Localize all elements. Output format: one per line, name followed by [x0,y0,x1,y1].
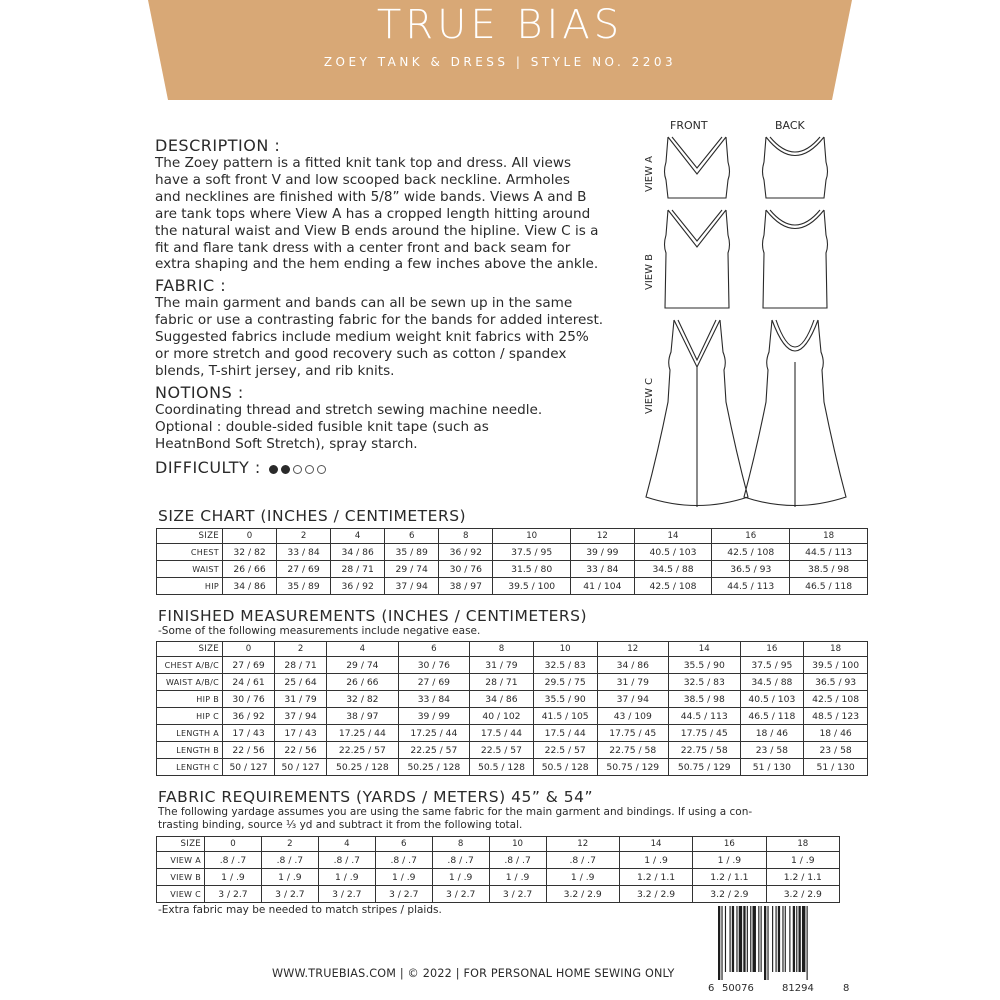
row-label: HIP C [157,708,223,725]
table-cell: 37.5 / 95 [740,657,804,674]
size-header-cell: 16 [740,642,804,657]
row-label: CHEST A/B/C [157,657,223,674]
size-header-cell: 10 [533,642,597,657]
garment-illustrations [638,112,848,522]
barcode-bar [730,906,731,972]
fabric-req-title: FABRIC REQUIREMENTS (YARDS / METERS) 45” & 54” [158,788,594,806]
row-label: LENGTH C [157,759,223,776]
table-cell: 22 / 56 [275,742,327,759]
difficulty-rating [269,459,329,478]
table-cell: 1 / .9 [693,852,766,869]
table-cell: 1.2 / 1.1 [619,869,692,886]
view-a-back-icon [763,137,828,198]
row-label: VIEW A [157,852,205,869]
table-cell: 1 / .9 [619,852,692,869]
text-line: Optional : double-sided fusible knit tape (such as [155,418,489,435]
table-cell: 44.5 / 113 [712,578,790,595]
table-cell: 22.25 / 57 [327,742,398,759]
table-cell: 40 / 102 [470,708,534,725]
notions-title: NOTIONS : [155,382,244,402]
table-cell: 40.5 / 103 [634,544,712,561]
table-cell: 3.2 / 2.9 [546,886,619,903]
table-cell: 35.5 / 90 [533,691,597,708]
table-cell: 35.5 / 90 [669,657,740,674]
fabric-req-note-1: The following yardage assumes you are using the same fabric for the main garment and bindings. If using a con- [158,806,753,818]
table-cell: 38 / 97 [327,708,398,725]
table-cell: 38 / 97 [439,578,493,595]
text-line: extra shaping and the hem ending a few inches above the ankle. [155,256,599,273]
table-cell: 1 / .9 [375,869,432,886]
table-cell: 51 / 130 [740,759,804,776]
size-header-cell: 18 [790,529,868,544]
size-header-cell: 0 [205,837,262,852]
barcode-bar [796,906,797,972]
barcode-bar [725,906,726,972]
barcode-bar [782,906,783,972]
brand-title: TRUE BIAS [376,2,624,48]
text-line: Coordinating thread and stretch sewing machine needle. [155,401,543,418]
table-cell: 38.5 / 98 [790,561,868,578]
text-line: the natural waist and View B ends around the hipline. View C is a [155,222,599,239]
difficulty-dot-empty [317,465,326,474]
row-label: CHEST [157,544,223,561]
table-cell: 22.25 / 57 [398,742,469,759]
table-cell: 50.25 / 128 [398,759,469,776]
row-label: WAIST [157,561,223,578]
table-cell: .8 / .7 [489,852,546,869]
size-header-cell: 4 [318,837,375,852]
table-row [157,725,868,742]
size-header-cell: 18 [766,837,839,852]
table-cell: 18 / 46 [740,725,804,742]
barcode-bar [778,906,780,972]
table-cell: 22 / 56 [223,742,275,759]
table-cell: 39 / 99 [398,708,469,725]
table-cell: 1 / .9 [432,869,489,886]
size-header-cell: 2 [261,837,318,852]
size-header-cell: 0 [223,529,277,544]
table-cell: 35 / 89 [277,578,331,595]
table-cell: 18 / 46 [804,725,868,742]
text-line: fabric or use a contrasting fabric for the bands for added interest. [155,312,604,329]
table-row [157,578,868,595]
barcode-bar [750,906,751,972]
table-cell: 50 / 127 [223,759,275,776]
barcode-bar [761,906,762,972]
table-cell: 28 / 71 [470,674,534,691]
finished-table [156,641,868,776]
table-row [157,691,868,708]
table-cell: .8 / .7 [375,852,432,869]
table-cell: 28 / 71 [275,657,327,674]
table-cell: 34 / 86 [597,657,668,674]
front-label: FRONT [670,119,708,132]
table-cell: 46.5 / 118 [740,708,804,725]
table-cell: 30 / 76 [223,691,275,708]
fabric-req-table [156,836,840,903]
row-label: VIEW C [157,886,205,903]
table-cell: 34 / 86 [470,691,534,708]
description-title: DESCRIPTION : [155,136,281,155]
table-cell: 27 / 69 [398,674,469,691]
finished-note: -Some of the following measurements include negative ease. [158,625,481,637]
table-cell: 17.25 / 44 [398,725,469,742]
difficulty-dot-empty [293,465,302,474]
table-cell: 36 / 92 [331,578,385,595]
barcode-bar [721,906,722,980]
fabric-req-note-2: trasting binding, source ⅓ yd and subtract it from the following total. [158,819,523,831]
back-label: BACK [775,119,805,132]
table-cell: 33 / 84 [277,544,331,561]
table-cell: 36 / 92 [439,544,493,561]
row-label: VIEW B [157,869,205,886]
barcode-bar [793,906,795,972]
text-line: HeatnBond Soft Stretch), spray starch. [155,435,418,452]
table-cell: 33 / 84 [398,691,469,708]
table-cell: 41.5 / 105 [533,708,597,725]
barcode-bar [799,906,801,972]
table-cell: 31 / 79 [597,674,668,691]
table-cell: 32 / 82 [223,544,277,561]
table-cell: 17.25 / 44 [327,725,398,742]
table-cell: 1 / .9 [489,869,546,886]
size-header-cell: 2 [275,642,327,657]
row-label: WAIST A/B/C [157,674,223,691]
table-cell: 31 / 79 [275,691,327,708]
style-subtitle: ZOEY TANK & DRESS | STYLE NO. 2203 [323,55,677,69]
row-label: HIP B [157,691,223,708]
table-cell: 32.5 / 83 [669,674,740,691]
barcode-bar [776,906,777,972]
table-cell: .8 / .7 [261,852,318,869]
footer-text: WWW.TRUEBIAS.COM | © 2022 | FOR PERSONAL HOME SEWING ONLY [272,967,675,980]
barcode-bar [789,906,790,972]
barcode-digits-2: 81294 [782,983,814,994]
difficulty-dot-filled [281,465,290,474]
size-header-cell: 6 [398,642,469,657]
barcode-bar [753,906,756,972]
table-cell: .8 / .7 [432,852,489,869]
table-cell: 34 / 86 [223,578,277,595]
table-cell: 50.5 / 128 [533,759,597,776]
barcode-bar [764,906,766,980]
table-cell: 32 / 82 [327,691,398,708]
table-cell: 34.5 / 88 [634,561,712,578]
table-cell: 29 / 74 [327,657,398,674]
view-b-back-icon [763,210,828,308]
barcode-icon [716,906,840,986]
size-header-cell: 16 [693,837,766,852]
table-cell: 37 / 94 [385,578,439,595]
table-cell: 22.75 / 58 [669,742,740,759]
table-cell: 3 / 2.7 [261,886,318,903]
barcode-bar [736,906,737,972]
size-header-cell: 12 [597,642,668,657]
table-cell: 24 / 61 [223,674,275,691]
table-cell: 3 / 2.7 [489,886,546,903]
table-cell: .8 / .7 [205,852,262,869]
size-chart-table [156,528,868,595]
fabric-text [155,295,635,380]
size-header-cell: 6 [375,837,432,852]
table-cell: 39 / 99 [571,544,635,561]
size-header-cell: 12 [546,837,619,852]
size-header-cell: 14 [669,642,740,657]
view-c-front-icon [646,320,748,507]
table-cell: 38.5 / 98 [669,691,740,708]
table-cell: 3.2 / 2.9 [766,886,839,903]
header-banner [0,0,1000,100]
table-row [157,561,868,578]
size-header-label: SIZE [157,529,223,544]
table-cell: 50.75 / 129 [669,759,740,776]
table-row [157,657,868,674]
barcode-digits-1: 50076 [722,983,754,994]
size-header-cell: 8 [470,642,534,657]
table-cell: 50.75 / 129 [597,759,668,776]
difficulty-row [155,459,635,478]
view-c-label: VIEW C [644,377,655,414]
barcode-bar [747,906,748,972]
view-b-front-icon [665,210,730,308]
table-cell: 3 / 2.7 [318,886,375,903]
size-header-cell: 10 [489,837,546,852]
table-cell: 17.5 / 44 [533,725,597,742]
row-label: HIP [157,578,223,595]
table-cell: 50.5 / 128 [470,759,534,776]
table-cell: 1 / .9 [546,869,619,886]
table-cell: 17.5 / 44 [470,725,534,742]
table-cell: 37 / 94 [597,691,668,708]
fabric-title: FABRIC : [155,276,227,296]
size-header-cell: 4 [327,642,398,657]
view-a-label: VIEW A [644,155,655,192]
table-cell: 48.5 / 123 [804,708,868,725]
text-line: The main garment and bands can all be sewn up in the same [155,295,573,312]
difficulty-label: DIFFICULTY : [155,458,261,478]
size-header-cell: 18 [804,642,868,657]
barcode-bar [732,906,734,972]
difficulty-dot-filled [269,465,278,474]
row-label: LENGTH B [157,742,223,759]
table-cell: 32.5 / 83 [533,657,597,674]
text-line: Suggested fabrics include medium weight knit fabrics with 25% [155,329,589,346]
size-header-cell: 4 [331,529,385,544]
view-b-label: VIEW B [644,253,655,290]
table-cell: 3 / 2.7 [375,886,432,903]
barcode-bar [802,906,805,972]
size-header-cell: 14 [634,529,712,544]
table-cell: 1 / .9 [766,852,839,869]
table-cell: 22.5 / 57 [470,742,534,759]
table-cell: 1 / .9 [205,869,262,886]
table-cell: 23 / 58 [740,742,804,759]
table-cell: 26 / 66 [327,674,398,691]
text-line: and necklines are finished with 5/8” wide bands. Views A and B [155,188,587,205]
table-cell: 17 / 43 [223,725,275,742]
table-cell: 51 / 130 [804,759,868,776]
table-row [157,886,840,903]
table-cell: .8 / .7 [546,852,619,869]
text-line: fit and flare tank dress with a center front and back seam for [155,239,571,256]
table-cell: 43 / 109 [597,708,668,725]
table-cell: 30 / 76 [398,657,469,674]
table-row [157,869,840,886]
text-line: are tank tops where View A has a cropped length hitting around [155,205,591,222]
table-cell: 31 / 79 [470,657,534,674]
table-cell: 46.5 / 118 [790,578,868,595]
table-cell: 50 / 127 [275,759,327,776]
barcode-bar [807,906,808,980]
size-header-cell: 10 [493,529,571,544]
table-cell: 42.5 / 108 [712,544,790,561]
row-label: LENGTH A [157,725,223,742]
barcode-digit-left: 6 [708,983,715,994]
description-column [155,137,635,478]
table-cell: 25 / 64 [275,674,327,691]
text-line: have a soft front V and low scooped back neckline. Armholes [155,171,570,188]
view-c-back-icon [744,320,846,507]
garment-svg [638,112,848,522]
size-header-label: SIZE [157,642,223,657]
table-cell: 39.5 / 100 [804,657,868,674]
table-cell: 27 / 69 [223,657,275,674]
table-cell: 30 / 76 [439,561,493,578]
size-header-cell: 0 [223,642,275,657]
table-row [157,674,868,691]
table-cell: .8 / .7 [318,852,375,869]
table-cell: 28 / 71 [331,561,385,578]
barcode-bar [785,906,786,972]
size-header-cell: 2 [277,529,331,544]
table-row [157,759,868,776]
table-row [157,852,840,869]
table-cell: 31.5 / 80 [493,561,571,578]
text-line: blends, T-shirt jersey, and rib knits. [155,362,395,379]
fabric-footnote: -Extra fabric may be needed to match stripes / plaids. [158,904,442,916]
table-cell: 50.25 / 128 [327,759,398,776]
table-cell: 1.2 / 1.1 [766,869,839,886]
size-header-cell: 6 [385,529,439,544]
table-cell: 39.5 / 100 [493,578,571,595]
table-cell: 42.5 / 108 [804,691,868,708]
table-cell: 36 / 92 [223,708,275,725]
barcode-bar [767,906,768,980]
table-cell: 1.2 / 1.1 [693,869,766,886]
table-cell: 36.5 / 93 [712,561,790,578]
size-header-cell: 8 [439,529,493,544]
table-row [157,742,868,759]
table-cell: 27 / 69 [277,561,331,578]
size-header-cell: 14 [619,837,692,852]
table-cell: 36.5 / 93 [804,674,868,691]
table-cell: 34.5 / 88 [740,674,804,691]
size-header-cell: 12 [571,529,635,544]
view-a-front-icon [665,137,730,198]
table-cell: 29 / 74 [385,561,439,578]
barcode-bar [758,906,759,972]
table-cell: 1 / .9 [318,869,375,886]
size-header-cell: 16 [712,529,790,544]
table-cell: 1 / .9 [261,869,318,886]
table-cell: 22.75 / 58 [597,742,668,759]
table-cell: 3 / 2.7 [432,886,489,903]
table-cell: 22.5 / 57 [533,742,597,759]
barcode-digit-right: 8 [843,983,850,994]
text-line: The Zoey pattern is a fitted knit tank top and dress. All views [155,155,572,171]
table-cell: 23 / 58 [804,742,868,759]
description-text [155,155,635,273]
table-cell: 42.5 / 108 [634,578,712,595]
table-cell: 29.5 / 75 [533,674,597,691]
table-cell: 37.5 / 95 [493,544,571,561]
table-row [157,544,868,561]
barcode-bar [739,906,742,972]
barcode-bar [718,906,720,980]
difficulty-dot-empty [305,465,314,474]
table-cell: 3.2 / 2.9 [693,886,766,903]
table-cell: 33 / 84 [571,561,635,578]
table-cell: 17.75 / 45 [597,725,668,742]
size-chart-title: SIZE CHART (INCHES / CENTIMETERS) [158,507,467,525]
table-row [157,708,868,725]
size-header-cell: 8 [432,837,489,852]
notions-text [155,402,635,453]
table-cell: 17 / 43 [275,725,327,742]
table-cell: 44.5 / 113 [669,708,740,725]
table-cell: 44.5 / 113 [790,544,868,561]
table-cell: 40.5 / 103 [740,691,804,708]
table-cell: 3.2 / 2.9 [619,886,692,903]
table-cell: 3 / 2.7 [205,886,262,903]
finished-title: FINISHED MEASUREMENTS (INCHES / CENTIMETERS) [158,607,588,625]
table-cell: 34 / 86 [331,544,385,561]
table-cell: 41 / 104 [571,578,635,595]
table-cell: 17.75 / 45 [669,725,740,742]
size-header-label: SIZE [157,837,205,852]
table-cell: 35 / 89 [385,544,439,561]
barcode-bar [772,906,773,972]
table-cell: 37 / 94 [275,708,327,725]
text-line: or more stretch and good recovery such as cotton / spandex [155,346,567,363]
barcode-bar [743,906,745,972]
table-cell: 26 / 66 [223,561,277,578]
